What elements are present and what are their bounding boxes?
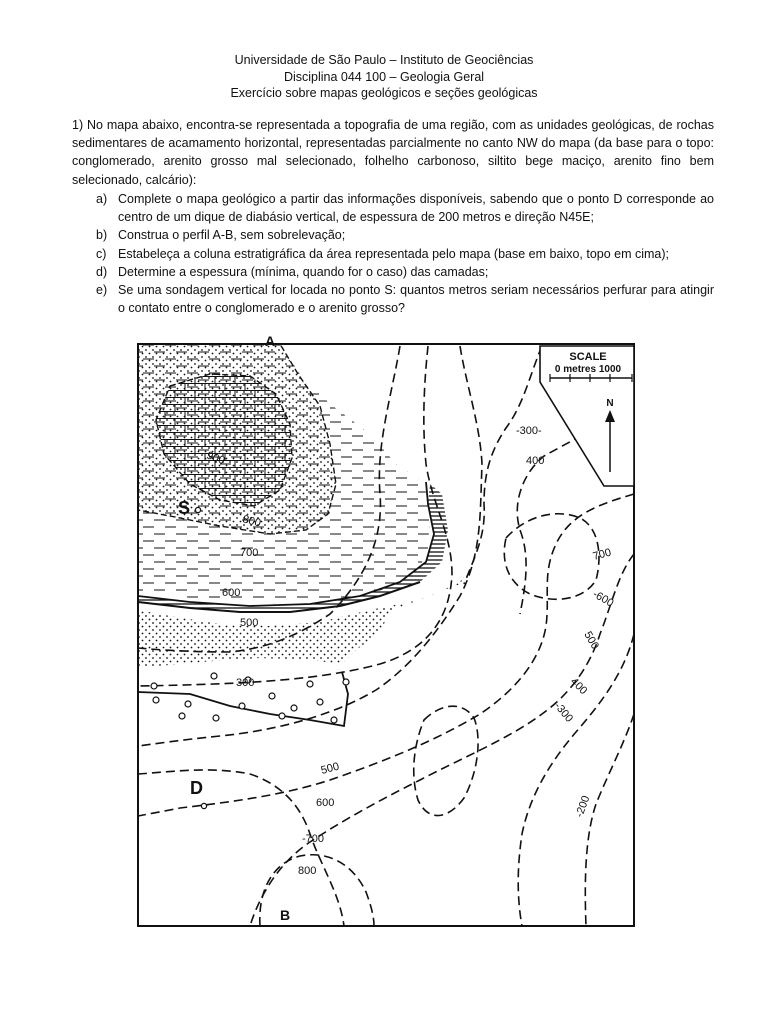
item-text: Se uma sondagem vertical for locada no ponto S: quantos metros seriam necessários perfurar para atingir o contato entre o conglomerado e o arenito grosso? xyxy=(118,283,714,316)
geologic-map xyxy=(130,334,642,930)
exercise-title: Exercício sobre mapas geológicos e seções geológicas xyxy=(230,86,538,100)
north-label: N xyxy=(606,398,614,409)
item-text: Determine a espessura (mínima, quando for o caso) das camadas; xyxy=(118,264,489,279)
point-s-marker xyxy=(195,507,200,512)
question-item xyxy=(96,263,714,281)
contour-label: 500 xyxy=(319,760,341,777)
contour-label: -300- xyxy=(516,425,542,437)
contour-label: 400 xyxy=(567,675,590,698)
contour-label: 800 xyxy=(298,865,317,877)
contour-label: 700 xyxy=(240,547,259,559)
question-intro: 1) No mapa abaixo, encontra-se representada a topografia de uma região, com as unidades geológicas, de rochas sedimentares de acamamento horizontal, representadas parcialmente no canto NW do mapa (da base para o topo: conglomerado, arenito grosso mal selecionado, folhelho carbonoso, siltito bege maciço, arenito fino bem selecionado, calcário): xyxy=(72,118,714,187)
point-d-marker xyxy=(201,803,206,808)
item-letter: b) xyxy=(96,228,108,243)
contour-label: 700 xyxy=(591,546,613,563)
question-items xyxy=(96,190,714,317)
contour-label: 400 xyxy=(526,455,545,467)
contour-label: 800 xyxy=(241,513,263,530)
contour-label: 600 xyxy=(222,587,241,599)
contour-label: -600 xyxy=(590,588,616,610)
question-item xyxy=(96,281,714,317)
course-line: Disciplina 044 100 – Geologia Geral xyxy=(283,69,485,84)
scale-text: 0 metres 1000 xyxy=(554,364,622,375)
item-letter: a) xyxy=(96,192,108,206)
point-b-label: B xyxy=(279,907,291,923)
item-text: Construa o perfil A-B, sem sobrelevação; xyxy=(118,228,346,243)
contour-label: -700 xyxy=(302,833,325,845)
item-text: Complete o mapa geológico a partir das informações disponíveis, sabendo que o ponto D corresponde ao centro de um dique de diabásio vertical, de espessura de 200 metros e direção N45E; xyxy=(118,192,714,225)
point-a-label: A xyxy=(264,334,276,349)
contour-label: -200 xyxy=(573,794,593,820)
document-header xyxy=(0,52,768,102)
item-text: Estabeleça a coluna estratigráfica da área representada pelo mapa (base em baixo, topo em cima); xyxy=(118,246,670,261)
university-line: Universidade de São Paulo – Instituto de Geociências xyxy=(234,53,534,67)
item-letter: d) xyxy=(96,264,108,279)
item-letter: e) xyxy=(96,283,108,298)
point-s-label: S xyxy=(178,498,191,518)
contour-label: 600 xyxy=(316,797,335,809)
question-item xyxy=(96,190,714,226)
contour-label: 500 xyxy=(240,617,259,629)
contour-label: 300 xyxy=(236,677,255,689)
item-letter: c) xyxy=(96,246,107,261)
question-item xyxy=(96,245,714,263)
question-item xyxy=(96,226,714,244)
contour-label: 900 xyxy=(204,449,227,468)
contour-label: 500 xyxy=(581,629,601,652)
scale-title: SCALE xyxy=(569,351,607,363)
contour-label: -300 xyxy=(551,700,576,725)
point-d-label: D xyxy=(190,778,203,798)
